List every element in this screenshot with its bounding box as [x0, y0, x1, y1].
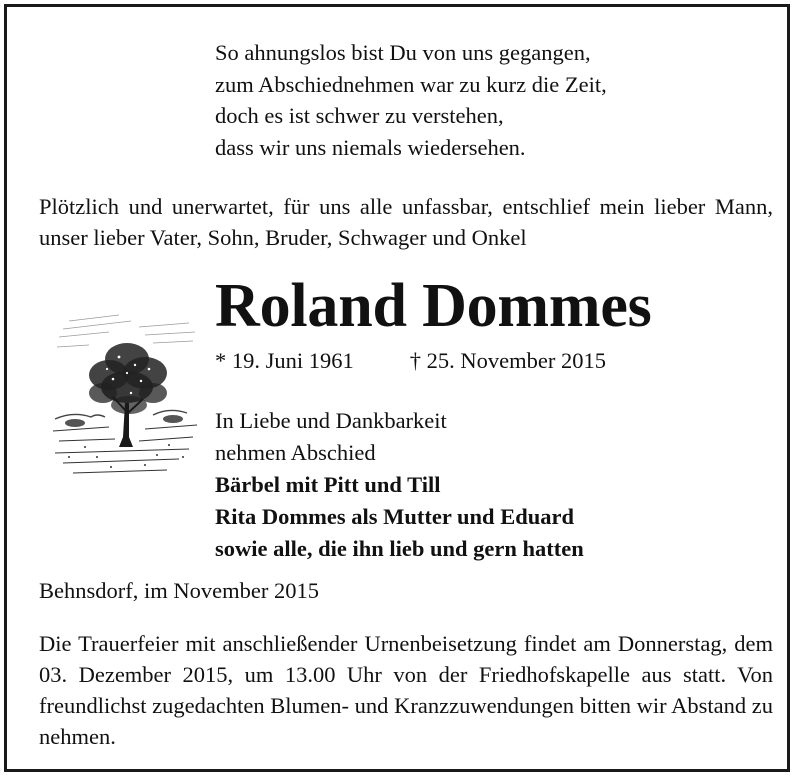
poem-line: doch es ist schwer zu verstehen,	[215, 103, 504, 128]
tree-illustration-icon	[49, 307, 199, 485]
mourner-line: sowie alle, die ihn lieb und gern hatten	[215, 536, 584, 561]
place-date: Behnsdorf, im November 2015	[39, 578, 319, 603]
mourner-line: Bärbel mit Pitt und Till	[215, 472, 441, 497]
mourner-line: Rita Dommes als Mutter und Eduard	[215, 504, 574, 529]
closing-block	[215, 405, 584, 565]
closing-line: In Liebe und Dankbarkeit	[215, 408, 447, 433]
birth-date: * 19. Juni 1961	[215, 348, 354, 373]
poem-line: So ahnungslos bist Du von uns gegangen,	[215, 40, 591, 65]
poem-line: dass wir uns niemals wiedersehen.	[215, 134, 526, 160]
poem	[215, 37, 607, 163]
funeral-details: Die Trauerfeier mit anschließender Urnenbeisetzung findet am Donnerstag, dem 03. Dezember 2015, um 13.00 Uhr von der Friedhofskapelle aus statt. Von freundlichst zugedachten Blumen- und Kranzzuwendungen bitten wir Abstand zu nehmen.	[39, 631, 773, 749]
obituary-frame	[4, 4, 790, 772]
closing-line: nehmen Abschied	[215, 440, 376, 465]
death-date: † 25. November 2015	[409, 348, 606, 373]
deceased-name: Roland Dommes	[215, 272, 652, 340]
intro-text: Plötzlich und unerwartet, für uns alle unfassbar, entschlief mein lieber Mann, unser lieber Vater, Sohn, Bruder, Schwager und Onkel	[39, 194, 773, 250]
poem-line: zum Abschiednehmen war zu kurz die Zeit,	[215, 71, 607, 97]
life-dates	[215, 345, 606, 376]
